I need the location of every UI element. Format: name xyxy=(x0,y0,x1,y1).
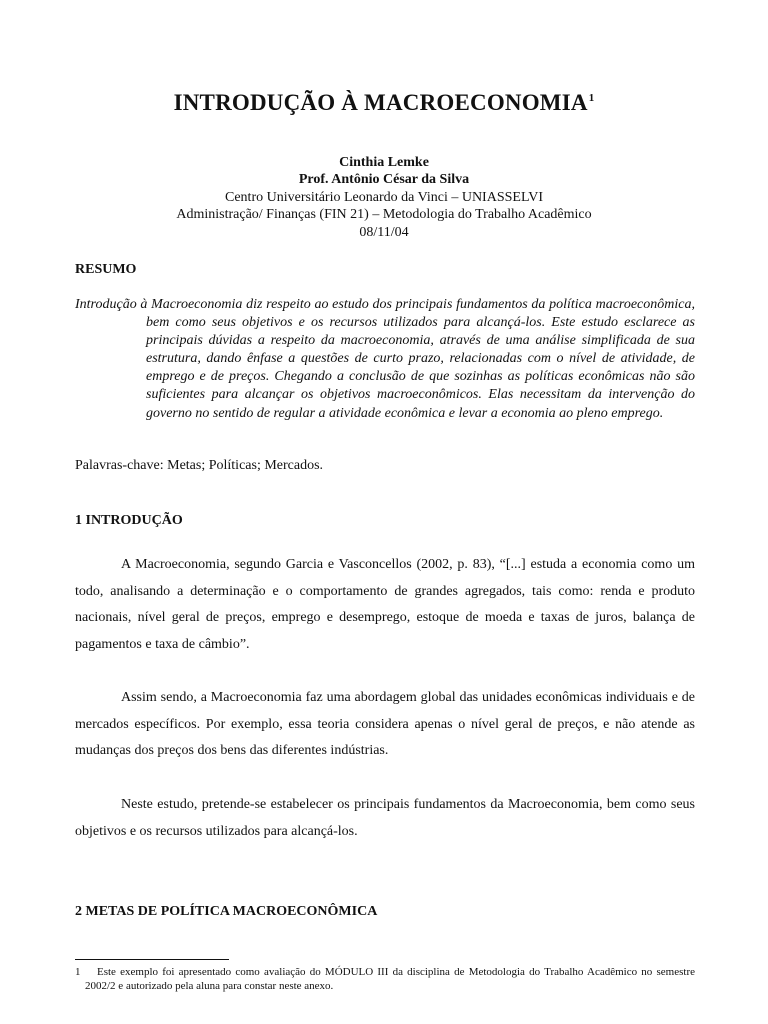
title-footnote-mark[interactable]: 1 xyxy=(588,92,595,104)
footnote-text: Este exemplo foi apresentado como avaliação do MÓDULO III da disciplina de Metodologia do Trabalho Acadêmico no semestre 2002/2 e autorizado pela aluna para constar neste anexo. xyxy=(85,966,695,993)
abstract-text: Introdução à Macroeconomia diz respeito ao estudo dos principais fundamentos da política macroeconômica, bem como seus objetivos e os recursos utilizados para alcançá-los. Este estudo esclarece as principais dúvidas a respeito da macroeconomia, através de uma análise simplificada de sua estrutura, dando ênfase a questões de curto prazo, relacionadas com o nível de atividade, de emprego e de preços. Chegando a conclusão de que sozinhas as políticas econômicas não são suficientes para alcançar os objetivos macroeconômicos. Elas necessitam da intervenção do governo no sentido de regular a atividade econômica e levar a economia ao pleno emprego. xyxy=(75,297,695,421)
author-name: Cinthia Lemke xyxy=(339,155,429,170)
document-date: 08/11/04 xyxy=(359,224,409,240)
institution: Centro Universitário Leonardo da Vinci – UNIASSELVI xyxy=(225,189,543,205)
section-2-heading: 2 METAS DE POLÍTICA MACROECONÔMICA xyxy=(75,904,378,919)
advisor-name: Prof. Antônio César da Silva xyxy=(298,172,470,188)
section-1-heading: 1 INTRODUÇÃO xyxy=(75,513,183,528)
title-text: INTRODUÇÃO À MACROECONOMIA xyxy=(173,90,588,115)
course-info: Administração/ Finanças (FIN 21) – Metodologia do Trabalho Acadêmico xyxy=(176,207,592,223)
paragraph: Assim sendo, a Macroeconomia faz uma abordagem global das unidades econômicas individuais e de mercados específicos. Por exemplo, essa teoria considera apenas o nível geral de preços, e não atende as mudanças dos preços dos bens das diferentes indústrias. xyxy=(75,690,695,759)
paper-title xyxy=(0,90,768,116)
author-block xyxy=(0,154,768,241)
paragraph: Neste estudo, pretende-se estabelecer os principais fundamentos da Macroeconomia, bem como seus objetivos e os recursos utilizados para alcançá-los. xyxy=(75,797,695,839)
paragraph: A Macroeconomia, segundo Garcia e Vasconcellos (2002, p. 83), “[...] estuda a economia como um todo, analisando a determinação e o comportamento de grandes agregados, tais como: renda e produto nacionais, nível geral de preços, emprego e desemprego, estoque de moeda e taxas de juros, balança de pagamentos e taxa de câmbio”. xyxy=(75,557,695,652)
footnote-number: 1 xyxy=(75,966,81,978)
footnote xyxy=(75,965,695,994)
footnote-divider xyxy=(75,959,229,960)
abstract-heading: RESUMO xyxy=(75,262,137,277)
keywords: Palavras-chave: Metas; Políticas; Mercados. xyxy=(75,458,324,473)
